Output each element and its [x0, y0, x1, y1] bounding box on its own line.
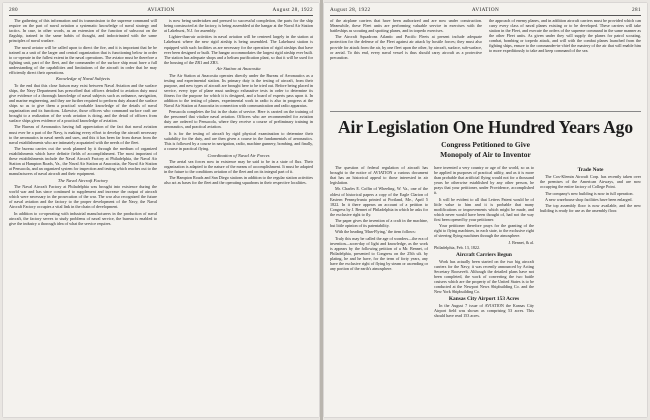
paragraph: The company's new building is now in full operation.: [545, 190, 634, 196]
right-page-number: 281: [632, 7, 641, 13]
paragraph: In the August 7 issue of AVIATION the Kansas City Airport field was shown as comprising 53 acres. This should have read 153 acres.: [434, 303, 534, 319]
right-page: [324, 3, 647, 417]
right-lower-column-2: [434, 165, 534, 413]
paragraph: Truly this may be called the age of wonders—the era of invention—soon-day of light and knowledge, as the work is appears by the following petition of a Mr. Bennet, of Philadelphia, presented to Congress on the 25th ult. by plating, he and he have, for the term of forty years, any have the exclusive right of flying by steam or ascending or any portion of the earth's atmosphere.: [330, 235, 428, 272]
paragraph: The Cox-Klemin Aircraft Corp. has recently taken over the premises of the American Airways, and are now occupying the entire factory of College Point.: [540, 174, 641, 190]
paragraph: Pensacola completes the list in the chain of service. Here is carried on the training of the personnel that vitalize naval aviation. Officers who are recommended for aviation duty are ordered to Pensacola, where they receive a course of preliminary training in aeronautics, and practical aviation.: [164, 109, 313, 130]
subhead-naval-aircraft-factory: The Naval Aircraft Factory: [57, 177, 109, 183]
left-issue-date: August 28, 1922: [272, 7, 313, 13]
subhead-trade-note: Trade Note: [577, 167, 604, 173]
left-page: [3, 3, 319, 417]
left-magazine-title: AVIATION: [147, 7, 175, 13]
paragraph: A new warehouse shop facilities have been enlarged.: [545, 196, 633, 202]
paragraph: The Hampton Roads and San Diego stations in addition to the regular station activities also act as bases for the fleet and the operating squadrons in their respective localities.: [164, 175, 313, 186]
paragraph: The gathering of this information and its transmission to the supreme command will require on the part of naval aviation a systematic knowledge of naval strategy and tactics. In case, in other words, as an extension of the function of subscout on the flagship, trained in the same habits of thought, and indoctrinated with the same principles of naval warfare.: [9, 18, 157, 44]
subhead-knowledge: Knowledge of Naval Subjects: [56, 76, 110, 82]
paragraph: have invented a very country or age of the world, so as to be applied in purposes of practical utility, and as it is more than probable that artificial flying would not for a thousand years be otherwise established by any other person, he prays that your petitioner, under Providence, accomplished it.: [434, 165, 534, 196]
paragraph: is now being undertaken and pressed to successful completion, the parts for the ship being constructed at the factory, is being assembled at the hangar at the Naval Air Station at Lakehurst, N.J. for assembly.: [164, 18, 313, 34]
paragraph: It will be evident to all that Letters Patent would be of little value to him and it is probable that many modifications or improvements which might be made, and which never would have been thought of, had not the way first been opened by your petitioner.: [434, 196, 534, 222]
article-deck-1: Congress Petitioned to Give: [441, 140, 530, 149]
paragraph: With the heading 'Man-Flying,' the item follows:: [335, 229, 416, 235]
right-lower-column-3: [540, 165, 641, 413]
left-column-2: [164, 18, 313, 413]
paragraph: The Bureau of Aeronautics having full appreciation of the fact that naval aviation must ever be a part of the Navy, is making every effort to develop the aircraft necessary to the aeronautics in naval needs and uses, and this it has been far from drawn from the naval establishments who are intimately acquainted with the needs of the fleet.: [9, 124, 157, 145]
article-headline: Air Legislation One Hundred Years Ago: [338, 117, 633, 137]
paragraph: Your petitioner therefore prays for the granting of the right to flying machines, in each state, to the exclusive right of steering flying machines through the atmosphere.: [434, 223, 534, 239]
right-issue-date: August 28, 1922: [330, 7, 371, 13]
paragraph: The Air Station at Anacostia operates directly under the Bureau of Aeronautics as a testing and experimental station. Its primary duty is the testing of aircraft, from their purpose, and new types of aircraft are brought here to be tried out. Before being placed in service, every type of plane must undergo exhaustive tests in order to determine its fitness for the purpose for which it is designed, and a board of experts pass upon it. In addition to the testing of planes, experimental work in radio is also in progress at the Naval Air Station at Anacostia in connection with communication and radio apparatus.: [164, 72, 313, 108]
page-gutter: [320, 0, 323, 420]
paragraph: The Aircraft Squadrons Atlantic and Pacific Fleets at present include adequate protection for the defense of the Fleet against air attack by hostile forces; they must also provide for attack from the air, by one fleet upon the other, by aircraft, surface, sub-surface, or aerial. To this end, every naval vessel is thus should carry aircraft as a protective precaution.: [330, 34, 482, 60]
paragraph: the approach of enemy planes, and in addition aircraft carriers must be provided which can carry every class of naval planes existing or to be developed. These carriers will take station in the Fleet, and execute the orders of the supreme command in the same manner as the other Fleet units. As given under they will supply the planes for patrol scouting, combat, bombing or torpedo attack, and will with the combat planes launched from the fighting ships, ensure to the commander-in-chief the mastery of the air that will enable him to more expeditiously to take and keep command of the sea.: [489, 18, 641, 54]
article-banner: [330, 111, 641, 164]
subhead-anacostia: Air Station at Anacostia: [216, 66, 261, 72]
left-page-number: 280: [9, 7, 18, 13]
right-lower-column-1: [330, 165, 428, 413]
left-column-1: [9, 18, 157, 413]
petition-place-date: Philadelphia, Feb. 13, 1822.: [434, 244, 481, 250]
right-top-column-1: [330, 18, 482, 108]
right-top-continuation: [330, 18, 641, 108]
right-running-head: [330, 7, 641, 15]
right-header-rule: [330, 15, 641, 16]
left-header-rule: [9, 15, 313, 16]
article-deck-2: Monopoly of Air to Inventor: [440, 150, 531, 159]
paragraph: of the airplane carriers that have been authorized and are now under construction. Meanwhile, these Fleet units are performing valuable service in exercises with the battleships as scouting and spotting planes, and in torpedo exercises.: [330, 18, 482, 34]
paragraph: The bureau carries out the work planned by it through the medium of organized establishments which have definite fields of accomplishment. The most important of these establishments include the Naval Aircraft Factory at Philadelphia, the Naval Air Station at Hampton Roads, Va., the Naval Air Station at Anacostia, the Naval Air Station at Pensacola, and an organized system for inspection and testing which reaches out to the manufacturers of naval aircraft and their equipment.: [9, 145, 157, 177]
paragraph: The Naval Aircraft Factory at Philadelphia was brought into existence during the world war and has since continued to supplement and increase the output of aircraft which were necessary in the prosecution of the war. The war also recognized the future of naval aviation and the factory to the proper development of the Navy, the Naval Aircraft Factory occupies a vital link in the chain of development.: [9, 184, 157, 210]
paragraph: The naval aviator will be called upon to direct the fire, and it is important that he be trained as a unit of the larger and central organization that is functioning below in order to co-operate in the fullest extent in the naval operations. The aviator must be therefore a fighting unit, part of the fleet, and the commander of the surface ship must have a full understanding of the capabilities and limitations of the aircraft in order that he may efficiently direct their operations.: [9, 44, 157, 75]
petition-signature: J. Bennet, & al.: [508, 239, 534, 245]
paragraph: The question of federal regulation of aircraft has brought to the notice of AVIATION a curious document that has an historical appeal to those interested in air legislation.: [330, 165, 428, 186]
right-top-column-2: [489, 18, 641, 108]
subhead-aircraft-carriers: Aircraft Carriers Begun: [456, 251, 512, 258]
paragraph: The paper gives the invention of a craft in the machine, but little opinion of its patentability.: [330, 218, 428, 229]
left-running-head: [9, 7, 313, 15]
paragraph: Lighter-than-air activities in naval aviation will be centered largely in the station at Lakehurst where the new rigid airship is being assembled. The Lakehurst station is equipped with such facilities as are necessary for the operation of rigid airships that have ever been designed or built. The hangar accommodates the largest rigid airship ever built. The station has adequate shops and a helium purification plant, so that it will be used for the housing of the ZR1 and ZR3.: [164, 34, 313, 65]
paragraph: It is for the testing of aircraft by rigid physical examination to determine their suitability for the duty, and are then given a course in the fundamentals of aeronautics. This is followed by a course in navigation, radio, machine gunnery, bombing, and finally, a course in practical flying.: [164, 130, 313, 151]
subhead-kansas-city-airport: Kansas City Airport 153 Acres: [448, 296, 520, 303]
right-lower-columns: [330, 165, 641, 413]
paragraph: Work has actually been started on the two big aircraft carriers for the Navy, it was recently announced by Acting Secretary Roosevelt. Although the detailed plans have not been completed, the work of converting the two battle cruisers which are the property of the United States is to be conducted at the Newport News Shipbuilding Co. and the New York Shipbuilding Co.: [434, 258, 534, 295]
paragraph: To the end that this close liaison may exist between Naval Aviation and the surface ships, the Navy Department has prescribed that officers detailed to aviation duty must give evidence of a thorough knowledge of naval subjects such as ordnance, navigation, and marine engineering, and they are further required to perform duty aboard the surface ships so as to give them a practical workable knowledge of the details of naval organization and its functions. Likewise, those officers who command surface craft are brought to a realization of the work aviation is doing, and the detail of officers from surface ships gives evidence of a practical knowledge of aviation.: [9, 82, 157, 124]
paragraph: In addition to co-operating with industrial manufacturers in the production of naval aircraft, the factory serves to study problems of naval service, the bureau is enabled to give the industry a thorough idea of what the service requires.: [9, 210, 157, 226]
paragraph: Mr. Charles E. Coffin of Wheeling, W. Va., one of the oldest of historical papers a copy of the Eagle Clarion of Eastern Pennsylvania printed at Portland, Me., April 5 1822. In it there appears an account of a petition to Congress by J. Bennet of Philadelphia in which he asks for the exclusive right to fly.: [330, 186, 428, 217]
right-magazine-title: AVIATION: [471, 7, 500, 13]
paragraph: The top assembly floor is now available, and the new building is ready for use as the assembly floor.: [540, 203, 641, 214]
paragraph: The aerial sea forces now in existence may be said to be in a state of flux. Their organization is adapted to the nature of the means of accomplishment. It must be adapted in the future to the conditions aviation of the fleet and on its integral part of it.: [164, 158, 313, 175]
subhead-coordination: Coordination of Naval Air Forces: [207, 152, 270, 158]
